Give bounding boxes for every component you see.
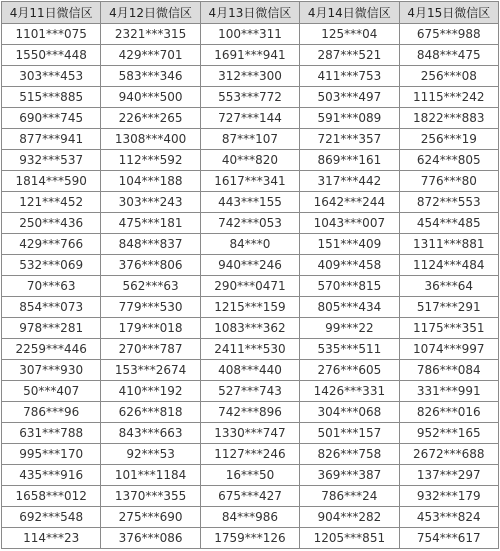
table-cell: 411***753 bbox=[300, 66, 399, 87]
table-row bbox=[2, 423, 499, 444]
table-cell: 1426***331 bbox=[300, 381, 399, 402]
table-cell: 1124***484 bbox=[399, 255, 498, 276]
table-cell: 2411***530 bbox=[200, 339, 299, 360]
table-cell: 1127***246 bbox=[200, 444, 299, 465]
table-row bbox=[2, 486, 499, 507]
table-cell: 692***548 bbox=[2, 507, 101, 528]
table-cell: 1822***883 bbox=[399, 108, 498, 129]
table-cell: 1370***355 bbox=[101, 486, 200, 507]
table-cell: 754***617 bbox=[399, 528, 498, 549]
table-row bbox=[2, 150, 499, 171]
table-row bbox=[2, 171, 499, 192]
table-row bbox=[2, 339, 499, 360]
table-cell: 312***300 bbox=[200, 66, 299, 87]
table-row bbox=[2, 402, 499, 423]
table-cell: 1814***590 bbox=[2, 171, 101, 192]
table-cell: 304***068 bbox=[300, 402, 399, 423]
table-cell: 675***988 bbox=[399, 24, 498, 45]
table-cell: 843***663 bbox=[101, 423, 200, 444]
table-cell: 92***53 bbox=[101, 444, 200, 465]
table-cell: 1658***012 bbox=[2, 486, 101, 507]
table-row bbox=[2, 444, 499, 465]
table-cell: 50***407 bbox=[2, 381, 101, 402]
table-cell: 786***96 bbox=[2, 402, 101, 423]
header-row bbox=[2, 2, 499, 24]
table-cell: 517***291 bbox=[399, 297, 498, 318]
table-cell: 100***311 bbox=[200, 24, 299, 45]
table-cell: 250***436 bbox=[2, 213, 101, 234]
table-cell: 84***0 bbox=[200, 234, 299, 255]
table-cell: 376***086 bbox=[101, 528, 200, 549]
table-cell: 137***297 bbox=[399, 465, 498, 486]
table-cell: 331***991 bbox=[399, 381, 498, 402]
table-cell: 848***475 bbox=[399, 45, 498, 66]
header-apr14: 4月14日微信区 bbox=[300, 2, 399, 24]
table-cell: 932***537 bbox=[2, 150, 101, 171]
table-row bbox=[2, 255, 499, 276]
table-cell: 1642***244 bbox=[300, 192, 399, 213]
table-cell: 1074***997 bbox=[399, 339, 498, 360]
table-cell: 978***281 bbox=[2, 318, 101, 339]
table-cell: 16***50 bbox=[200, 465, 299, 486]
table-cell: 786***24 bbox=[300, 486, 399, 507]
table-cell: 848***837 bbox=[101, 234, 200, 255]
table-body bbox=[2, 24, 499, 549]
table-row bbox=[2, 129, 499, 150]
table-cell: 99***22 bbox=[300, 318, 399, 339]
table-row bbox=[2, 24, 499, 45]
table-cell: 125***04 bbox=[300, 24, 399, 45]
table-cell: 40***820 bbox=[200, 150, 299, 171]
table-row bbox=[2, 318, 499, 339]
table-cell: 256***08 bbox=[399, 66, 498, 87]
table-cell: 786***084 bbox=[399, 360, 498, 381]
table-row bbox=[2, 45, 499, 66]
header-apr12: 4月12日微信区 bbox=[101, 2, 200, 24]
table-cell: 562***63 bbox=[101, 276, 200, 297]
table-cell: 952***165 bbox=[399, 423, 498, 444]
table-cell: 112***592 bbox=[101, 150, 200, 171]
table-cell: 121***452 bbox=[2, 192, 101, 213]
table-cell: 443***155 bbox=[200, 192, 299, 213]
table-cell: 153***2674 bbox=[101, 360, 200, 381]
table-row bbox=[2, 87, 499, 108]
table-cell: 904***282 bbox=[300, 507, 399, 528]
table-cell: 114***23 bbox=[2, 528, 101, 549]
table-cell: 503***497 bbox=[300, 87, 399, 108]
table-cell: 275***690 bbox=[101, 507, 200, 528]
table-cell: 1759***126 bbox=[200, 528, 299, 549]
table-cell: 727***144 bbox=[200, 108, 299, 129]
table-cell: 869***161 bbox=[300, 150, 399, 171]
table-cell: 303***453 bbox=[2, 66, 101, 87]
table-row bbox=[2, 276, 499, 297]
table-cell: 226***265 bbox=[101, 108, 200, 129]
table-cell: 307***930 bbox=[2, 360, 101, 381]
table-cell: 940***500 bbox=[101, 87, 200, 108]
table-cell: 1083***362 bbox=[200, 318, 299, 339]
table-cell: 1330***747 bbox=[200, 423, 299, 444]
table-cell: 501***157 bbox=[300, 423, 399, 444]
table-cell: 872***553 bbox=[399, 192, 498, 213]
table-cell: 276***605 bbox=[300, 360, 399, 381]
table-cell: 742***896 bbox=[200, 402, 299, 423]
table-cell: 2672***688 bbox=[399, 444, 498, 465]
table-cell: 317***442 bbox=[300, 171, 399, 192]
table-row bbox=[2, 297, 499, 318]
table-cell: 1550***448 bbox=[2, 45, 101, 66]
table-row bbox=[2, 465, 499, 486]
table-cell: 287***521 bbox=[300, 45, 399, 66]
table-row bbox=[2, 213, 499, 234]
table-cell: 101***1184 bbox=[101, 465, 200, 486]
table-cell: 270***787 bbox=[101, 339, 200, 360]
table-cell: 826***758 bbox=[300, 444, 399, 465]
table-cell: 87***107 bbox=[200, 129, 299, 150]
table-cell: 435***916 bbox=[2, 465, 101, 486]
table-cell: 84***986 bbox=[200, 507, 299, 528]
table-cell: 742***053 bbox=[200, 213, 299, 234]
table-cell: 527***743 bbox=[200, 381, 299, 402]
table-cell: 583***346 bbox=[101, 66, 200, 87]
table-cell: 631***788 bbox=[2, 423, 101, 444]
table-row bbox=[2, 360, 499, 381]
table-cell: 995***170 bbox=[2, 444, 101, 465]
table-cell: 626***818 bbox=[101, 402, 200, 423]
table-cell: 429***766 bbox=[2, 234, 101, 255]
table-row bbox=[2, 192, 499, 213]
table-cell: 36***64 bbox=[399, 276, 498, 297]
table-cell: 532***069 bbox=[2, 255, 101, 276]
table-cell: 690***745 bbox=[2, 108, 101, 129]
table-cell: 1205***851 bbox=[300, 528, 399, 549]
table-cell: 1043***007 bbox=[300, 213, 399, 234]
table-cell: 1311***881 bbox=[399, 234, 498, 255]
table-cell: 256***19 bbox=[399, 129, 498, 150]
table-header bbox=[2, 2, 499, 24]
table-row bbox=[2, 108, 499, 129]
table-cell: 826***016 bbox=[399, 402, 498, 423]
table-cell: 151***409 bbox=[300, 234, 399, 255]
table-cell: 1691***941 bbox=[200, 45, 299, 66]
table-cell: 776***80 bbox=[399, 171, 498, 192]
table-cell: 1617***341 bbox=[200, 171, 299, 192]
table-cell: 179***018 bbox=[101, 318, 200, 339]
table-cell: 409***458 bbox=[300, 255, 399, 276]
table-cell: 475***181 bbox=[101, 213, 200, 234]
table-cell: 591***089 bbox=[300, 108, 399, 129]
header-apr15: 4月15日微信区 bbox=[399, 2, 498, 24]
table-cell: 515***885 bbox=[2, 87, 101, 108]
table-cell: 454***485 bbox=[399, 213, 498, 234]
table-row bbox=[2, 507, 499, 528]
table-cell: 1308***400 bbox=[101, 129, 200, 150]
table-cell: 70***63 bbox=[2, 276, 101, 297]
table-cell: 877***941 bbox=[2, 129, 101, 150]
table-cell: 570***815 bbox=[300, 276, 399, 297]
table-cell: 303***243 bbox=[101, 192, 200, 213]
table-cell: 721***357 bbox=[300, 129, 399, 150]
table-cell: 779***530 bbox=[101, 297, 200, 318]
header-apr13: 4月13日微信区 bbox=[200, 2, 299, 24]
table-cell: 2259***446 bbox=[2, 339, 101, 360]
table-row bbox=[2, 66, 499, 87]
table-cell: 1175***351 bbox=[399, 318, 498, 339]
table-row bbox=[2, 381, 499, 402]
table-cell: 376***806 bbox=[101, 255, 200, 276]
table-cell: 854***073 bbox=[2, 297, 101, 318]
table-cell: 2321***315 bbox=[101, 24, 200, 45]
table-cell: 408***440 bbox=[200, 360, 299, 381]
table-cell: 535***511 bbox=[300, 339, 399, 360]
header-apr11: 4月11日微信区 bbox=[2, 2, 101, 24]
table-cell: 410***192 bbox=[101, 381, 200, 402]
table-cell: 429***701 bbox=[101, 45, 200, 66]
table-cell: 553***772 bbox=[200, 87, 299, 108]
table-cell: 453***824 bbox=[399, 507, 498, 528]
table-cell: 104***188 bbox=[101, 171, 200, 192]
table-cell: 940***246 bbox=[200, 255, 299, 276]
table-cell: 1215***159 bbox=[200, 297, 299, 318]
table-cell: 1115***242 bbox=[399, 87, 498, 108]
table-cell: 932***179 bbox=[399, 486, 498, 507]
table-cell: 805***434 bbox=[300, 297, 399, 318]
table-cell: 675***427 bbox=[200, 486, 299, 507]
table-row bbox=[2, 234, 499, 255]
table-row bbox=[2, 528, 499, 549]
table-cell: 369***387 bbox=[300, 465, 399, 486]
table-cell: 290***0471 bbox=[200, 276, 299, 297]
table-cell: 1101***075 bbox=[2, 24, 101, 45]
winners-table bbox=[1, 1, 499, 549]
table-cell: 624***805 bbox=[399, 150, 498, 171]
